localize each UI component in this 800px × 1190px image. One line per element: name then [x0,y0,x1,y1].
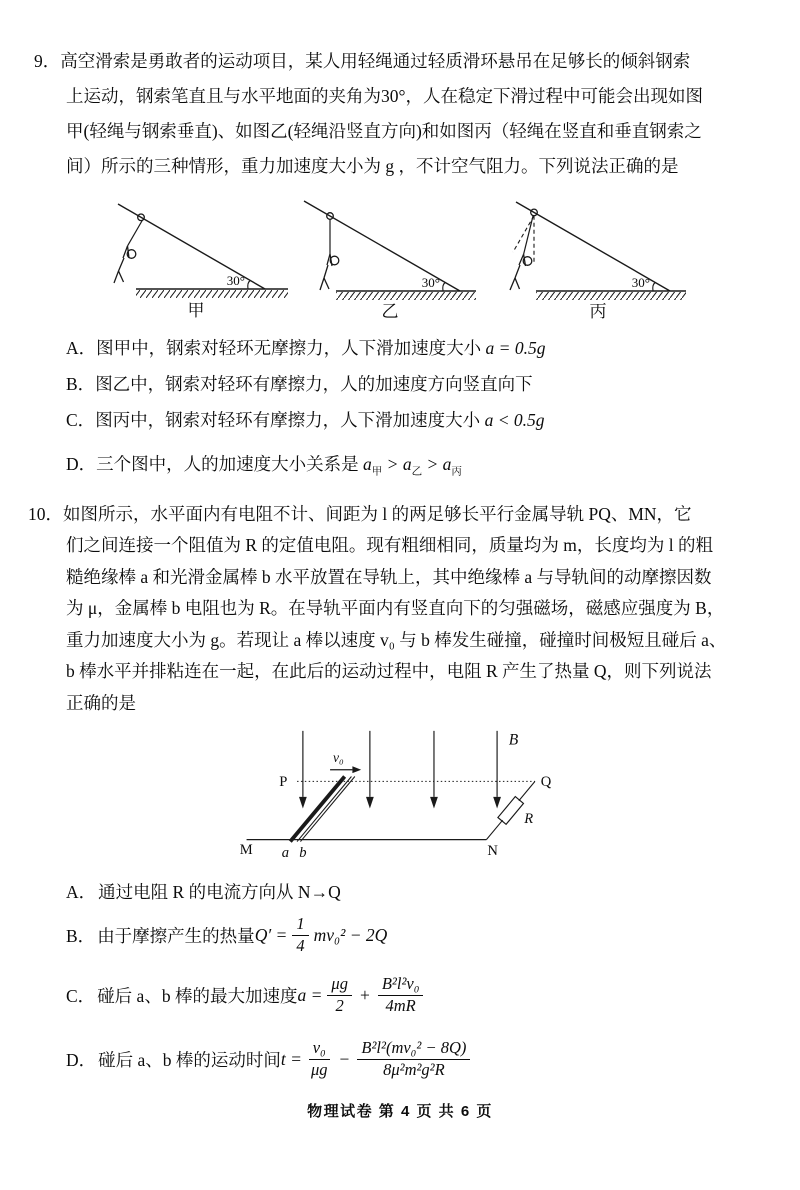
q9-option-c [0,402,800,438]
perpendicular-guide-dashed [513,216,534,252]
rope-line [524,216,533,254]
q10-text-line-4: 为 μ，金属棒 b 电阻也为 R。在导轨平面内有竖直向下的匀强磁场，磁感应强度为 B， [66,598,725,618]
operator-minus: − [339,1048,350,1069]
q10-option-b [0,906,800,964]
q9-text-line-1: 9．高空滑索是勇敢者的运动项目，某人用轻绳通过轻质滑环悬吊在足够长的倾斜钢索 [34,51,691,71]
angle-label: 30° [631,275,650,290]
option-math: a [363,454,372,474]
bar-b [297,776,355,841]
bar-b-label: b [299,845,307,862]
angle-arc [653,283,656,292]
bar-a-label: a [281,845,290,862]
option-letter: D． [66,1049,97,1070]
option-text: 图乙中，钢索对轻环有摩擦力，人的加速度方向竖直向下 [95,374,533,394]
option-text: 图丙中，钢索对轻环有摩擦力，人下滑加速度大小 [95,410,485,430]
fraction [327,974,352,1016]
figure-bing-label: 丙 [589,302,607,320]
fraction-denominator: 2 [335,995,344,1015]
q10-option-d [0,1026,800,1092]
fraction-denominator: μg [310,1059,328,1079]
option-text: 三个图中，人的加速度大小关系是 [96,454,364,474]
q10-text-line-2: 们之间连接一个阻值为 R 的定值电阻。现有粗细相同，质量均为 m，长度均为 l 的粗 [66,535,714,555]
q10-option-a [0,876,800,906]
fraction-numerator: μg [327,974,352,996]
figure-yi [290,194,478,320]
option-letter: A． [66,881,97,902]
fraction-numerator: B²l²v₀ [378,974,424,996]
rail-M-label: M [239,842,253,859]
q10-text-line-7: 正确的是 [66,692,136,713]
operator-plus: + [359,984,370,1005]
option-math: mv₀² − 2Q [313,924,388,945]
fraction [357,1038,470,1080]
ground-hatch [336,292,476,300]
rail-N-label: N [487,843,498,860]
subscript-yi: 乙 [411,466,423,478]
resistor-R-label: R [524,811,534,828]
fraction-denominator: 8μ²m²g²R [383,1059,445,1079]
field-B-label: B [508,731,519,749]
person-figure [320,254,339,290]
page-footer: 物理试卷 第 4 页 共 6 页 [307,1103,493,1120]
option-text: 碰后 a、b 棒的运动时间 [98,1049,281,1070]
ground-hatch [136,290,288,298]
v0-arrowhead [352,766,361,773]
q10-text-line-3: 糙绝缘棒 a 和光滑金属棒 b 水平放置在导轨上，其中绝缘棒 a 与导轨间的动摩擦因数 [66,566,712,587]
option-text: 通过电阻 R 的电流方向从 N→Q [98,881,341,902]
fraction-numerator: B²l²(mv₀² − 8Q) [357,1038,470,1060]
bar-a [290,776,344,841]
resistor-R [498,797,524,825]
q10-text-line-6: b 棒水平并排粘连在一起，在此后的运动过程中，电阻 R 产生了热量 Q，则下列说法 [66,661,712,681]
fraction-denominator: 4 [296,935,305,955]
q9-option-b [0,366,800,402]
fraction [292,914,308,956]
q9-text-line-2: 上运动，钢索笔直且与水平地面的夹角为30°，人在稳定下滑过程中可能会出现如图 [66,86,703,106]
rail-P-label: P [279,774,288,791]
fraction-numerator: 1 [292,914,308,936]
fraction [307,1038,332,1080]
option-math: > a [382,454,412,474]
angle-arc [248,281,251,290]
q9-text-line-3: 甲(轻绳与钢索垂直)、如图乙(轻绳沿竖直方向)和如图丙（轻绳在竖直和垂直钢索之 [66,121,702,141]
fraction-numerator: v₀ [309,1038,330,1060]
option-text: 碰后 a、b 棒的最大加速度 [97,985,298,1006]
resistor-lead-bottom [486,820,502,839]
q10-rails-figure [232,721,567,865]
ground-hatch [536,292,686,300]
q9-text-line-4: 间）所示的三种情形，重力加速度大小为 g ，不计空气阻力。下列说法正确的是 [66,156,679,176]
person-figure [114,246,136,283]
v0-label: v₀ [332,749,344,765]
q10-option-c [0,964,800,1026]
question-10 [0,499,800,1093]
q10-text-line-1: 10．如图所示，水平面内有电阻不计、间距为 l 的两足够长平行金属导轨 PQ、MN，它 [28,503,692,524]
option-letter: C． [66,985,96,1006]
option-math: a < 0.5g [484,410,545,430]
option-math: t = [280,1048,302,1069]
q10-text-line-5: 重力加速度大小为 g。若现让 a 棒以速度 v₀ 与 b 棒发生碰撞，碰撞时间极短且碰后 a、 [66,629,727,650]
figure-jia [98,194,290,320]
figure-yi-label: 乙 [381,302,399,320]
fraction-denominator: 4mR [385,995,416,1015]
option-math: Q′ = [254,924,288,945]
figure-bing [478,194,688,320]
subscript-bing: 丙 [451,466,462,478]
question-9 [0,44,800,491]
angle-label: 30° [226,273,245,288]
option-math: a = [297,984,323,1005]
subscript-jia: 甲 [371,466,383,478]
option-math: > a [422,454,452,474]
option-math: a = 0.5g [485,338,546,358]
person-figure [510,254,532,290]
q9-figures [98,194,800,320]
option-letter: A． [66,338,97,358]
q9-option-a [0,330,800,366]
rope-line [128,220,143,246]
resistor-lead-top [519,781,535,800]
q9-option-d [0,446,800,491]
rail-Q-label: Q [540,774,552,791]
angle-label: 30° [421,275,440,290]
option-letter: B． [66,925,96,946]
option-letter: D． [66,454,97,474]
option-text: 由于摩擦产生的热量 [97,925,255,946]
figure-jia-label: 甲 [187,301,205,320]
option-letter: C． [66,410,96,430]
angle-arc [443,283,446,292]
option-text: 图甲中，钢索对轻环无摩擦力，人下滑加速度大小 [96,338,486,358]
fraction [378,974,424,1016]
option-letter: B． [66,374,96,394]
